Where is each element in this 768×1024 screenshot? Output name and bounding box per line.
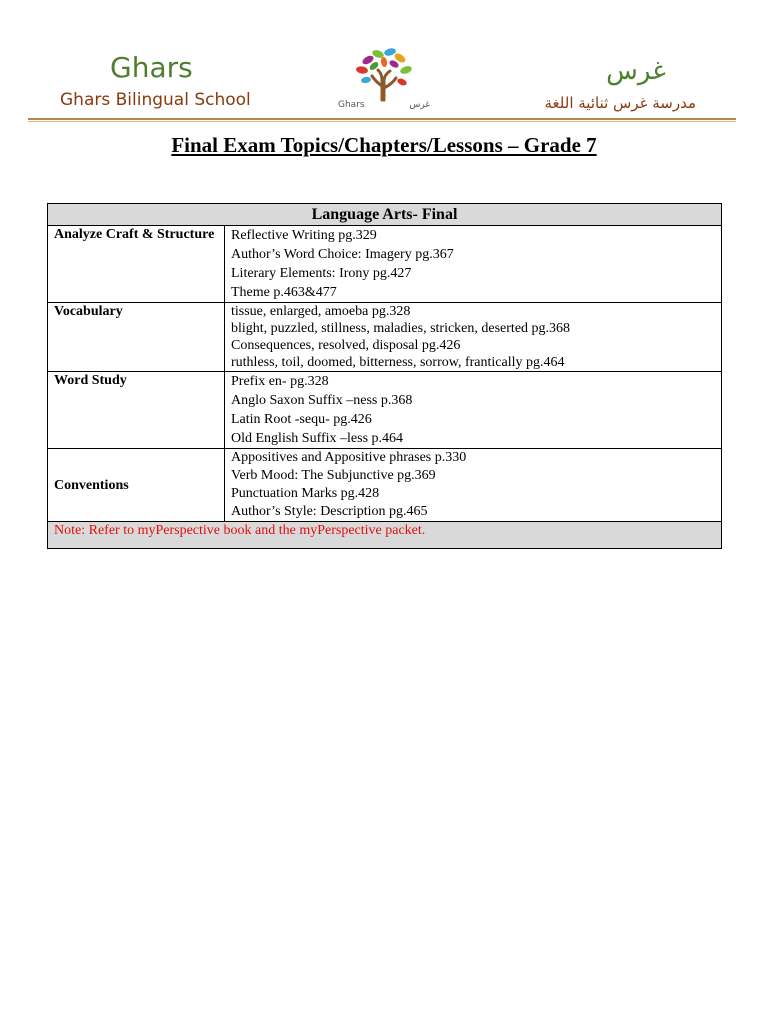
list-item: Anglo Saxon Suffix –ness p.368 — [231, 393, 413, 408]
note-text: Note: Refer to myPerspective book and the myPerspective packet. — [48, 522, 722, 549]
list-item: Theme p.463&477 — [231, 285, 337, 300]
brand-english — [60, 52, 260, 112]
row-label: Conventions — [48, 449, 225, 522]
school-header — [0, 0, 768, 125]
school-name-ar: مدرسة غرس ثنائية اللغة — [544, 94, 696, 112]
list-item: Author’s Word Choice: Imagery pg.367 — [231, 247, 454, 262]
logo-caption-ar: غرس — [409, 100, 430, 110]
list-item: Reflective Writing pg.329 — [231, 228, 377, 243]
header-divider — [28, 118, 736, 120]
table-row — [48, 372, 722, 449]
topics-table — [47, 203, 722, 549]
row-label: Word Study — [48, 372, 225, 449]
list-item: blight, puzzled, stillness, maladies, stricken, deserted pg.368 — [231, 321, 571, 336]
page-title: Final Exam Topics/Chapters/Lessons – Grade 7 — [171, 133, 597, 157]
school-logo — [338, 46, 430, 118]
table-row — [48, 449, 722, 522]
header-divider-thin — [28, 121, 736, 122]
table-row — [48, 226, 722, 303]
row-items — [225, 226, 722, 303]
brand-name-ar: غرس — [606, 56, 666, 86]
list-item: Appositives and Appositive phrases p.330 — [231, 450, 467, 465]
row-label: Analyze Craft & Structure — [48, 226, 225, 303]
brand-arabic — [496, 56, 696, 114]
logo-caption-en: Ghars — [338, 100, 365, 110]
table-heading-row — [48, 204, 722, 226]
list-item: tissue, enlarged, amoeba pg.328 — [231, 304, 411, 319]
list-item: Latin Root -sequ- pg.426 — [231, 412, 372, 427]
list-item: ruthless, toil, doomed, bitterness, sorrow, frantically pg.464 — [231, 355, 565, 370]
brand-name-en: Ghars — [110, 51, 193, 84]
table-heading: Language Arts- Final — [48, 204, 722, 226]
table-row — [48, 303, 722, 372]
row-items — [225, 372, 722, 449]
list-item: Old English Suffix –less p.464 — [231, 431, 404, 446]
list-item: Punctuation Marks pg.428 — [231, 486, 380, 501]
row-items — [225, 303, 722, 372]
list-item: Consequences, resolved, disposal pg.426 — [231, 338, 461, 353]
row-items — [225, 449, 722, 522]
list-item: Verb Mood: The Subjunctive pg.369 — [231, 468, 436, 483]
school-name-en: Ghars Bilingual School — [60, 90, 251, 110]
list-item: Author’s Style: Description pg.465 — [231, 504, 428, 519]
list-item: Literary Elements: Irony pg.427 — [231, 266, 412, 281]
list-item: Prefix en- pg.328 — [231, 374, 329, 389]
tree-hand-logo-icon — [338, 46, 430, 102]
note-row — [48, 522, 722, 549]
row-label: Vocabulary — [48, 303, 225, 372]
